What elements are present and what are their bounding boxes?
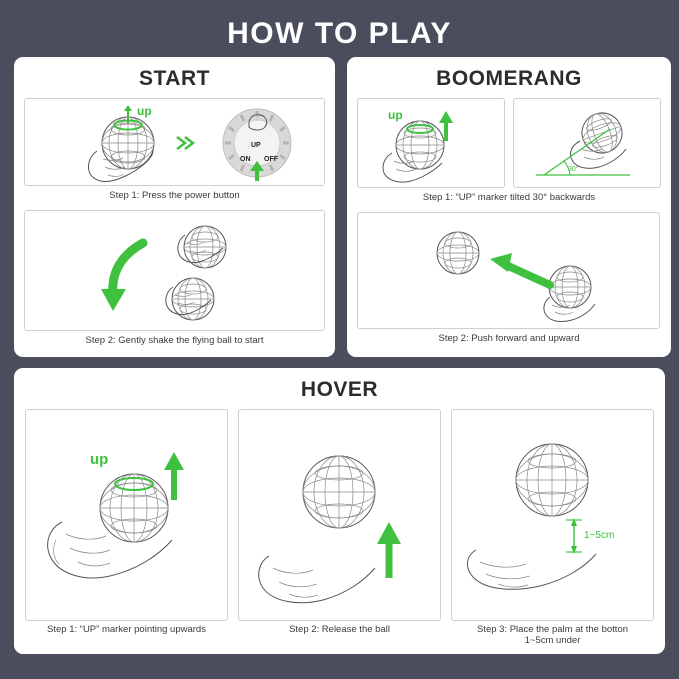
boomerang-step1-row — [357, 98, 661, 188]
dial-on-label: ON — [240, 156, 251, 163]
section-start-title: START — [139, 67, 210, 90]
hover-step2 — [238, 409, 441, 646]
hover-up-label: up — [90, 451, 109, 468]
start-step2-caption: Step 2: Gently shake the flying ball to start — [85, 335, 264, 346]
section-start — [14, 57, 335, 357]
boomerang-up-drawing — [358, 99, 505, 188]
boomerang-step2-illustration — [357, 212, 660, 329]
hover-steps-row — [24, 409, 655, 646]
start-step1-caption: Step 1: Press the power button — [109, 190, 240, 201]
start-step2-illustration — [24, 210, 325, 331]
boomerang-step1-caption: Step 1: “UP” marker tilted 30° backwards — [422, 192, 596, 203]
boomerang-tilt-illustration — [513, 98, 661, 188]
start-step2-drawing — [25, 211, 325, 331]
section-boomerang-title: BOOMERANG — [436, 67, 582, 90]
boomerang-up-illustration — [357, 98, 505, 188]
hover-gap-label: 1~5cm — [584, 530, 615, 541]
hover-step3-caption: Step 3: Place the palm at the botton — [476, 624, 629, 635]
hover-step2-drawing — [239, 410, 441, 621]
page-title: HOW TO PLAY — [227, 17, 452, 50]
hover-step1 — [25, 409, 228, 646]
dial-up-label: UP — [251, 142, 261, 149]
hover-step3-drawing — [452, 410, 654, 621]
boomerang-step1-left — [357, 98, 505, 188]
section-hover — [14, 368, 665, 654]
hover-step2-illustration — [238, 409, 441, 621]
start-up-label: up — [137, 104, 152, 118]
boomerang-up-label: up — [388, 108, 403, 122]
boomerang-step2-drawing — [358, 213, 660, 329]
hover-step1-caption: Step 1: “UP” marker pointing upwards — [47, 624, 206, 635]
power-dial — [223, 109, 291, 181]
start-step1-illustration — [24, 98, 325, 186]
section-boomerang — [347, 57, 671, 357]
boomerang-tilt-drawing — [514, 99, 661, 188]
hover-step2-caption: Step 2: Release the ball — [289, 624, 390, 635]
hover-step3-illustration — [451, 409, 654, 621]
boomerang-angle-label: 30° — [568, 166, 579, 173]
hover-step3-caption-line2: 1~5cm under — [524, 635, 581, 646]
boomerang-step2-caption: Step 2: Push forward and upward — [438, 333, 580, 344]
hover-step1-illustration — [25, 409, 228, 621]
hover-step3 — [451, 409, 654, 646]
top-panels — [0, 51, 679, 357]
section-hover-title: HOVER — [300, 378, 379, 401]
hover-step1-drawing — [26, 410, 228, 621]
start-step1-drawing — [25, 99, 325, 186]
boomerang-step1-right — [513, 98, 661, 188]
dial-off-label: OFF — [264, 156, 278, 163]
